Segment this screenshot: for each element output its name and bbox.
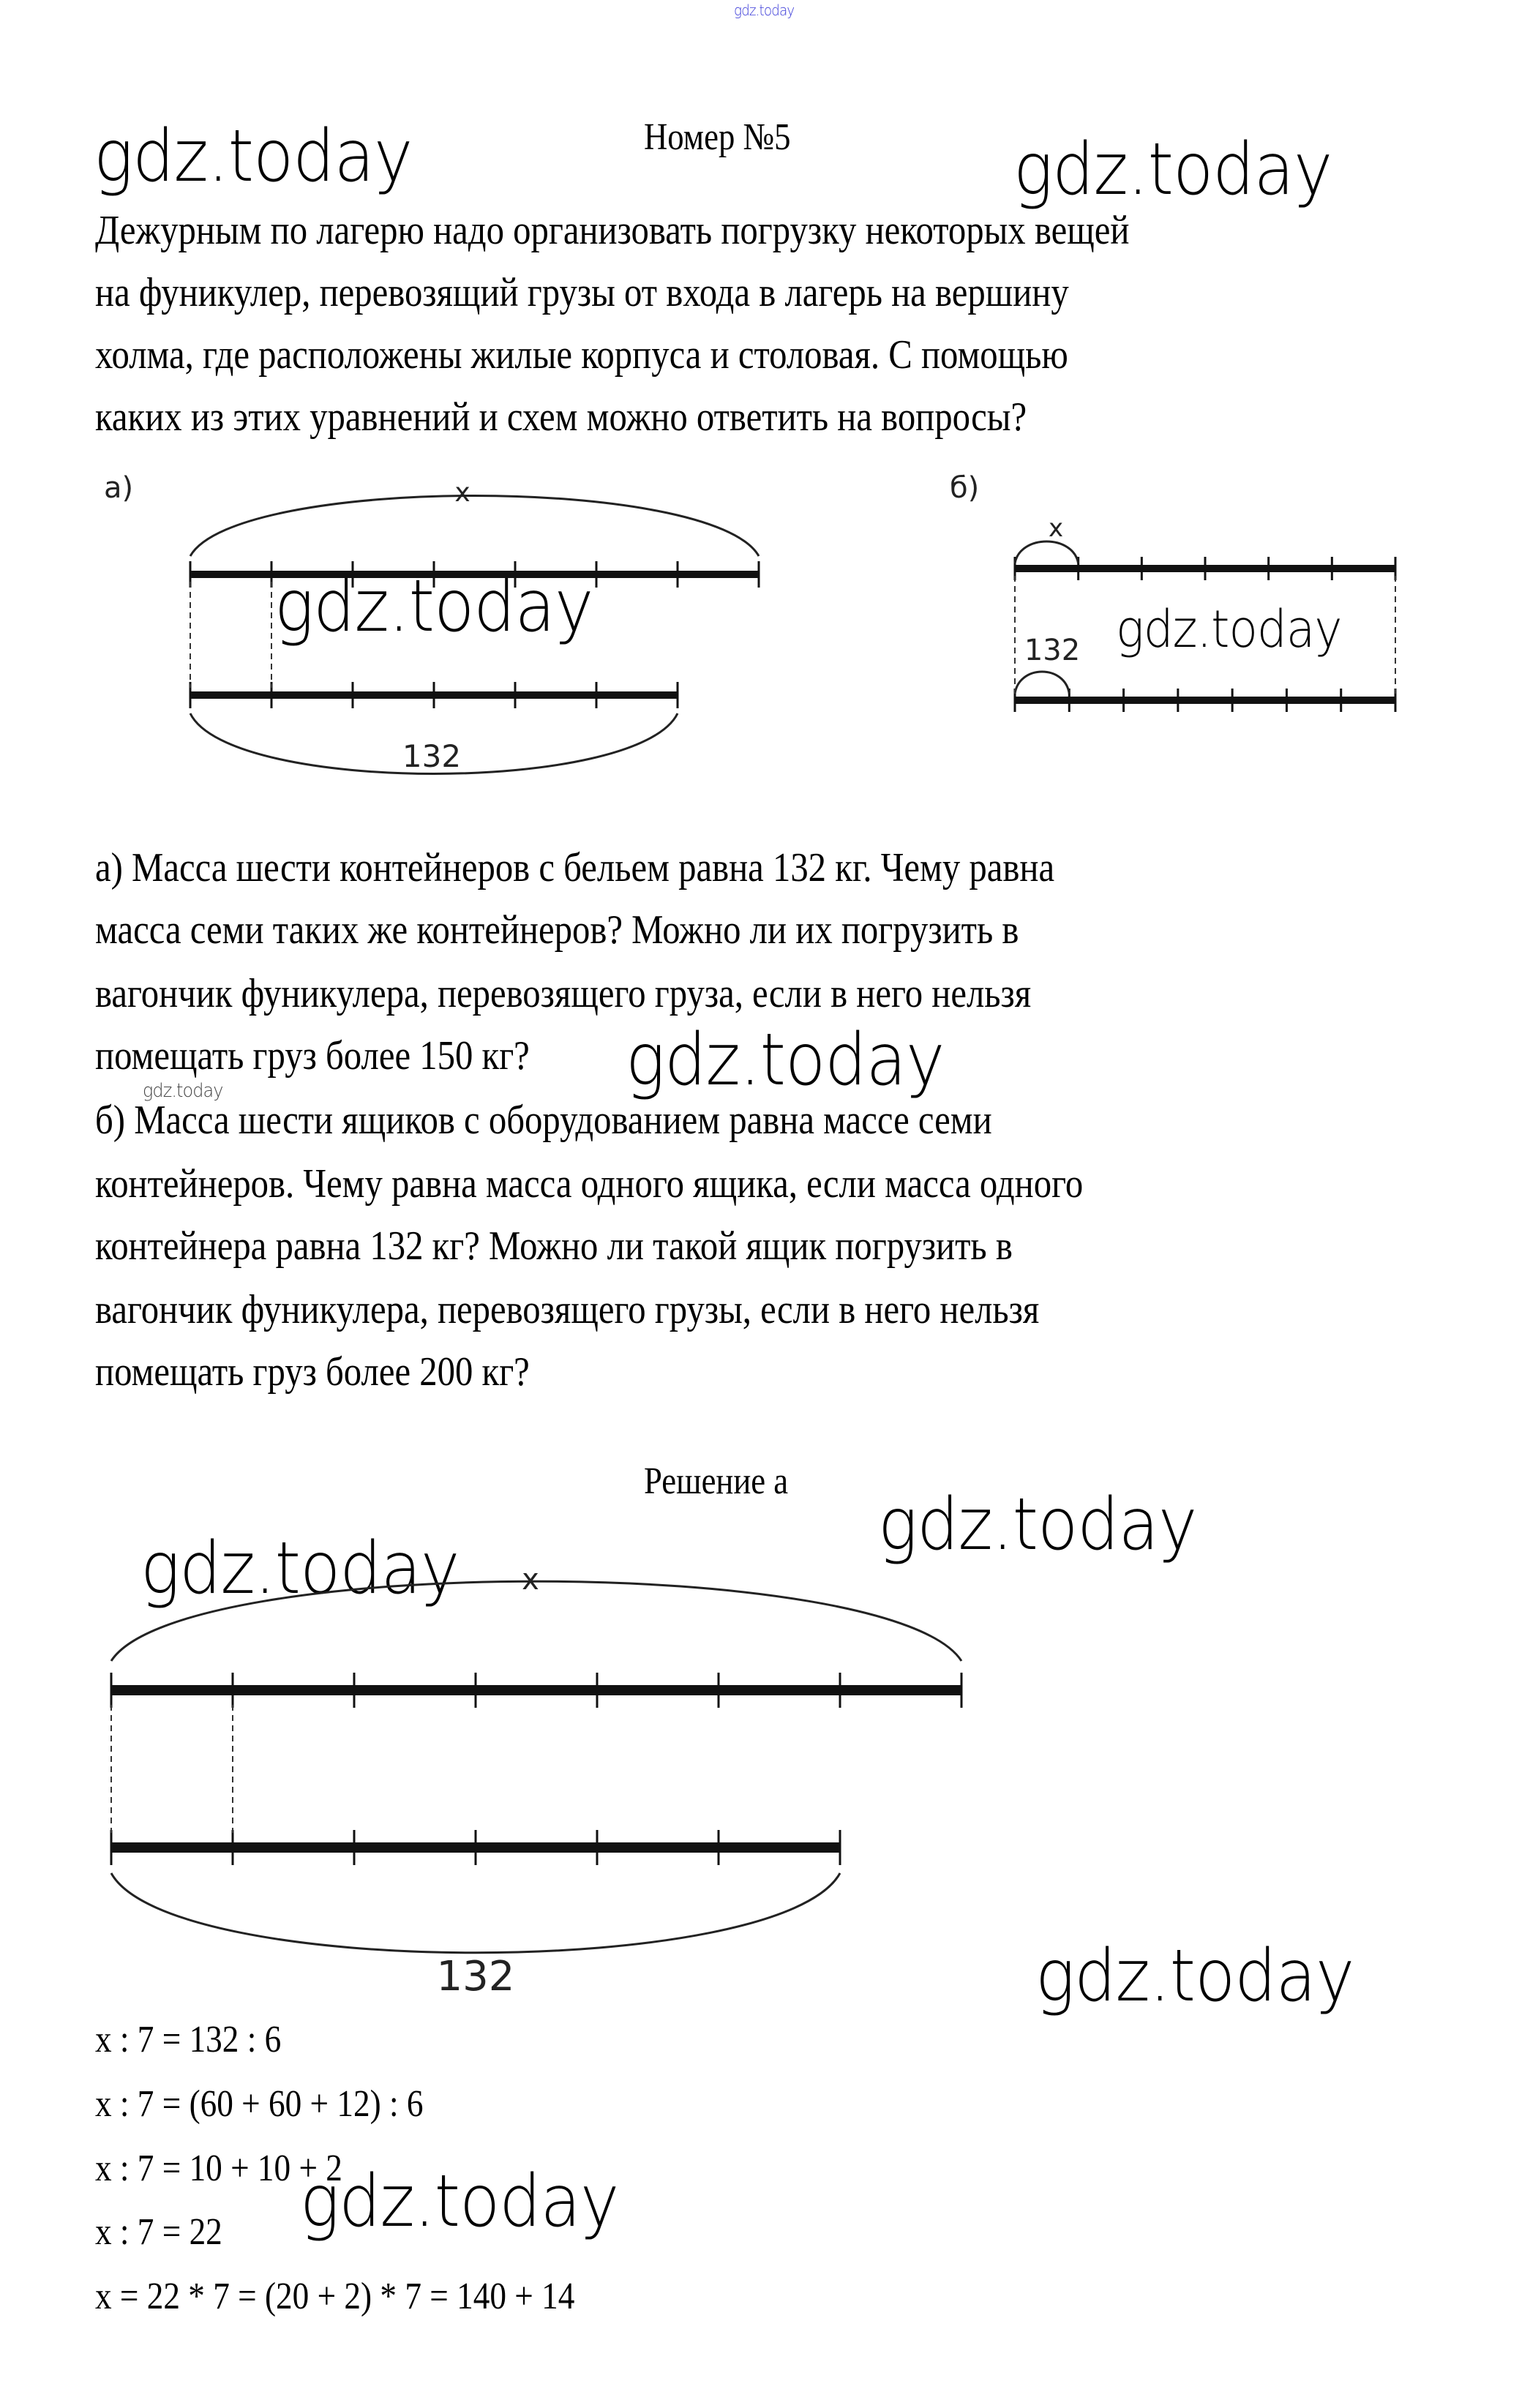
intro-line: каких из этих уравнений и схем можно ответить на вопросы? [95, 394, 1027, 440]
equation: x : 7 = 22 [95, 2211, 222, 2253]
diagram-a-top-label: x [454, 478, 470, 508]
part-a-line: помещать груз более 150 кг? [95, 1033, 530, 1079]
equation: x = 22 * 7 = (20 + 2) * 7 = 140 + 14 [95, 2276, 575, 2317]
part-a-line: вагончик фуникулера, перевозящего груза, если в него нельзя [95, 971, 1032, 1016]
part-a-line: масса семи таких же контейнеров? Можно ли их погрузить в [95, 907, 1019, 953]
page-title: Номер №5 [644, 116, 791, 158]
watermark-small: gdz.today [143, 1080, 223, 1102]
part-b-line: контейнеров. Чему равна масса одного ящика, если масса одного [95, 1161, 1084, 1207]
watermark: gdz.today [274, 565, 593, 648]
watermark: gdz.today [94, 115, 413, 198]
watermark: gdz.today [300, 2160, 619, 2243]
diagram-b-marks [1015, 541, 1395, 712]
equation: x : 7 = (60 + 60 + 12) : 6 [95, 2083, 424, 2125]
diagram-b-top-label: x [1048, 514, 1064, 543]
diagram-b [929, 461, 1412, 739]
solution-top-label: x [522, 1563, 539, 1597]
equation: x : 7 = 10 + 10 + 2 [95, 2148, 342, 2189]
solution-diagram-marks [111, 1581, 961, 1953]
solution-diagram [102, 1551, 980, 2019]
diagram-b-top-brace [1015, 541, 1079, 563]
diagram-a-label: а) [104, 471, 134, 505]
part-b-line: помещать груз более 200 кг? [95, 1349, 530, 1395]
watermark: gdz.today [626, 1019, 945, 1102]
watermark: gdz.today [1035, 1935, 1354, 2018]
equation: x : 7 = 132 : 6 [95, 2019, 282, 2060]
intro-line: Дежурным по лагерю надо организовать погрузку некоторых вещей [95, 208, 1130, 253]
diagram-b-bottom-brace [1015, 672, 1069, 694]
watermark-top: gdz.today [734, 1, 795, 19]
watermark: gdz.today [1013, 128, 1332, 211]
intro-line: на фуникулер, перевозящий грузы от входа в лагерь на вершину [95, 270, 1069, 315]
solution-bottom-label: 132 [436, 1953, 515, 2000]
diagram-a-bottom-label: 132 [402, 738, 462, 774]
part-b-line: б) Масса шести ящиков с оборудованием равна массе семи [95, 1098, 992, 1143]
part-b-line: вагончик фуникулера, перевозящего грузы, если в него нельзя [95, 1287, 1040, 1332]
diagram-a-top-brace [190, 496, 759, 557]
watermark: gdz.today [140, 1527, 460, 1610]
solution-title: Решение а [644, 1460, 789, 1502]
intro-line: холма, где расположены жилые корпуса и столовая. С помощью [95, 332, 1068, 378]
diagram-b-bottom-label: 132 [1024, 634, 1081, 667]
watermark: gdz.today [878, 1483, 1197, 1567]
part-a-line: а) Масса шести контейнеров с бельем равна 132 кг. Чему равна [95, 845, 1055, 890]
part-b-line: контейнера равна 132 кг? Можно ли такой ящик погрузить в [95, 1223, 1013, 1269]
solution-bottom-brace [111, 1873, 840, 1953]
diagram-a [88, 461, 790, 790]
diagram-b-label: б) [950, 471, 980, 505]
diagram-a-marks [190, 496, 759, 774]
watermark: gdz.today [1116, 599, 1342, 659]
